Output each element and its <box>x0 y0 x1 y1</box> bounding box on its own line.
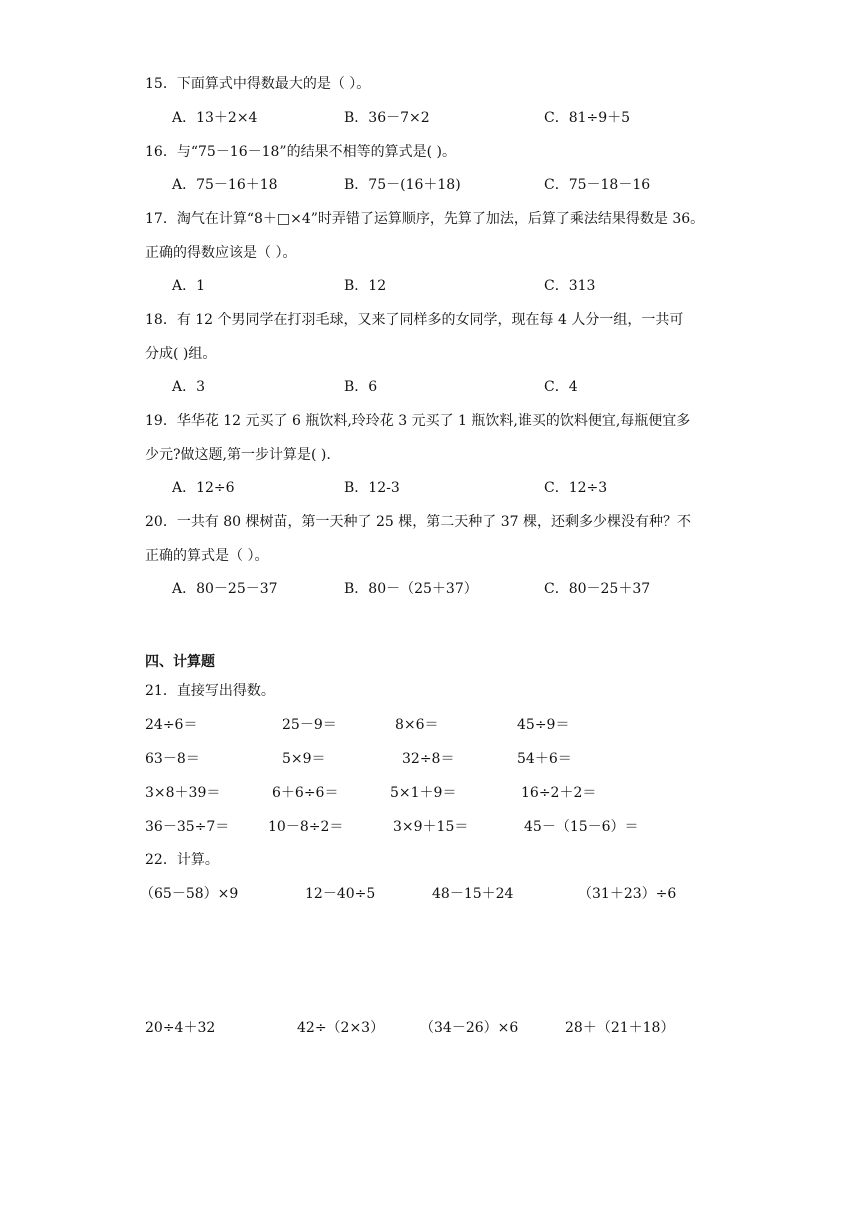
q22-item: 28＋（21＋18） <box>565 1020 675 1036</box>
q19-option-c: C．12÷3 <box>544 480 608 496</box>
q15-option-a: A．13＋2×4 <box>172 110 258 126</box>
q22-item: （34－26）×6 <box>420 1020 519 1036</box>
question-15-text: 15．下面算式中得数最大的是（ ）。 <box>145 76 371 92</box>
q16-option-c: C．75－18－16 <box>544 177 651 193</box>
q21-item: 8×6＝ <box>395 717 439 733</box>
section-title: 四、计算题 <box>145 654 215 670</box>
q20-option-b: B．80－（25＋37） <box>344 581 478 597</box>
q17-option-c: C．313 <box>544 278 596 294</box>
q21-item: 54＋6＝ <box>517 751 572 767</box>
question-18-text-line1: 18．有 12 个男同学在打羽毛球，又来了同样多的女同学，现在每 4 人分一组，一共可 <box>145 312 684 328</box>
q18-option-c: C．4 <box>544 379 578 395</box>
q21-item: 24÷6＝ <box>145 717 198 733</box>
q21-item: 5×1＋9＝ <box>390 785 457 801</box>
q22-item: （65－58）×9 <box>140 886 239 902</box>
q21-item: 63－8＝ <box>145 751 200 767</box>
question-19-text-line1: 19．华华花 12 元买了 6 瓶饮料,玲玲花 3 元买了 1 瓶饮料,谁买的饮料便宜,每瓶便宜多 <box>145 413 691 429</box>
question-21-text: 21．直接写出得数。 <box>145 683 275 699</box>
q21-item: 32÷8＝ <box>402 751 455 767</box>
q18-option-a: A．3 <box>172 379 206 395</box>
question-18-text-line2: 分成( )组。 <box>145 346 217 362</box>
question-22-text: 22．计算。 <box>145 852 219 868</box>
q22-item: （31＋23）÷6 <box>578 886 677 902</box>
q21-item: 45÷9＝ <box>517 717 570 733</box>
q19-option-b: B．12-3 <box>344 480 400 496</box>
q22-item: 12－40÷5 <box>305 886 376 902</box>
q18-option-b: B．6 <box>344 379 378 395</box>
question-17-text-line1: 17．淘气在计算“8＋□×4”时弄错了运算顺序，先算了加法，后算了乘法结果得数是 36。 <box>145 211 705 227</box>
q21-item: 16÷2＋2＝ <box>521 785 597 801</box>
q19-option-a: A．12÷6 <box>172 480 235 496</box>
q16-option-a: A．75－16＋18 <box>172 177 278 193</box>
q22-item: 48－15＋24 <box>432 886 514 902</box>
q22-item: 42÷（2×3） <box>297 1020 385 1036</box>
q21-item: 36－35÷7＝ <box>145 819 230 835</box>
question-20-text-line2: 正确的算式是（ ）。 <box>145 548 269 564</box>
question-20-text-line1: 20．一共有 80 棵树苗，第一天种了 25 棵，第二天种了 37 棵，还剩多少棵没有种？不 <box>145 514 691 530</box>
q21-item: 45－（15－6）＝ <box>524 819 639 835</box>
q21-item: 25－9＝ <box>282 717 337 733</box>
question-19-text-line2: 少元?做这题,第一步计算是( ). <box>145 447 331 463</box>
q22-item: 20÷4＋32 <box>145 1020 216 1036</box>
q17-option-a: A．1 <box>172 278 206 294</box>
q15-option-c: C．81÷9＋5 <box>544 110 631 126</box>
q21-item: 3×9＋15＝ <box>393 819 469 835</box>
q15-option-b: B．36－7×2 <box>344 110 430 126</box>
q17-option-b: B．12 <box>344 278 387 294</box>
q16-option-b: B．75－(16＋18) <box>344 177 461 193</box>
q20-option-c: C．80－25＋37 <box>544 581 651 597</box>
q20-option-a: A．80－25－37 <box>172 581 278 597</box>
question-16-text: 16．与“75－16－18”的结果不相等的算式是( )。 <box>145 144 456 160</box>
q21-item: 6＋6÷6＝ <box>272 785 339 801</box>
question-17-text-line2: 正确的得数应该是（ ）。 <box>145 245 297 261</box>
q21-item: 10－8÷2＝ <box>268 819 344 835</box>
q21-item: 3×8＋39＝ <box>145 785 221 801</box>
q21-item: 5×9＝ <box>282 751 326 767</box>
